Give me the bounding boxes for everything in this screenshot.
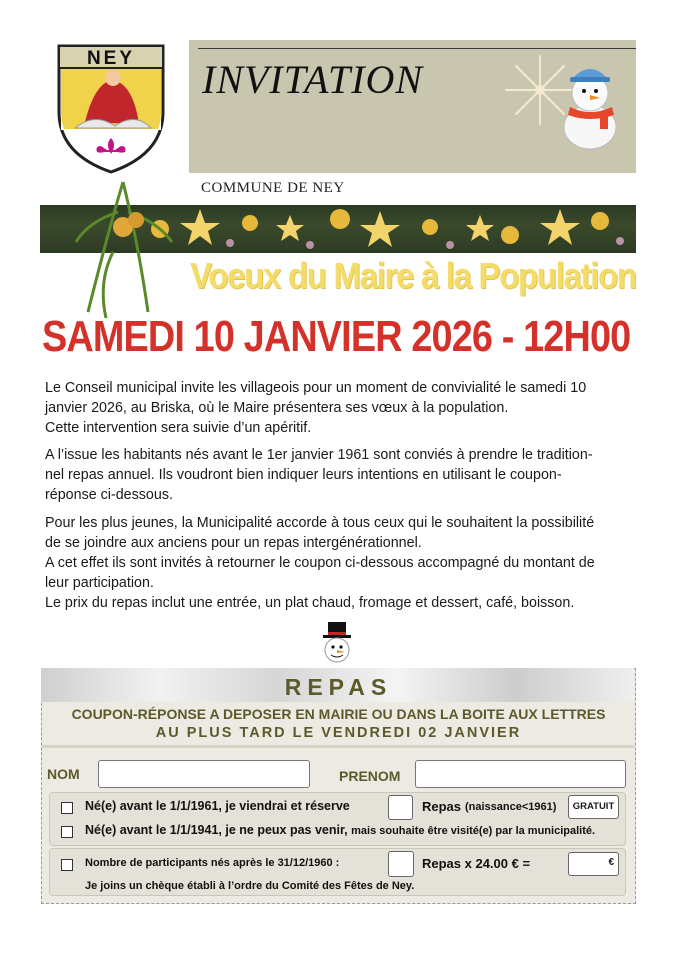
snowman-hat-icon bbox=[318, 620, 356, 664]
prenom-label: PRENOM bbox=[339, 768, 401, 784]
coupon-title: REPAS bbox=[284, 674, 393, 700]
snowman-icon bbox=[550, 57, 630, 153]
body-line: A l’issue les habitants nés avant le 1er janvier 1961 sont conviés à prendre le tradition- bbox=[45, 447, 593, 463]
commune-name: COMMUNE DE NEY bbox=[201, 180, 345, 196]
body-line: A cet effet ils sont invités à retourner le coupon ci-dessous accompagné du montant de bbox=[45, 555, 595, 571]
cheque-note: Je joins un chèque établi à l’ordre du Comité des Fêtes de Ney. bbox=[85, 880, 415, 892]
coupon-deadline: AU PLUS TARD LE VENDREDI 02 JANVIER bbox=[155, 725, 522, 741]
body-line: Le prix du repas inclut une entrée, un plat chaud, fromage et dessert, café, boisson. bbox=[45, 595, 575, 611]
body-line: Cette intervention sera suivie d’un apéritif. bbox=[45, 420, 312, 436]
repas-label: Repas bbox=[422, 799, 462, 814]
mistletoe-decoration bbox=[68, 172, 178, 322]
checkbox-visit[interactable] bbox=[61, 826, 73, 838]
paragraph-invitation bbox=[45, 378, 635, 438]
body-line: Le Conseil municipal invite les villageois pour un moment de convivialité le samedi 10 bbox=[45, 380, 587, 396]
total-amount-box[interactable] bbox=[568, 852, 619, 876]
gratuit-badge: GRATUIT bbox=[568, 795, 619, 819]
row-visit-main: Né(e) avant le 1/1/1941, je ne peux pas venir, bbox=[85, 823, 348, 837]
body-line: nel repas annuel. Ils voudront bien indiquer leurs intentions en utilisant le coupon- bbox=[45, 467, 562, 483]
nom-field[interactable] bbox=[98, 760, 310, 788]
coupon-instruction: COUPON-RÉPONSE A DEPOSER EN MAIRIE OU DANS LA BOITE AUX LETTRES bbox=[71, 706, 606, 722]
checkbox-attend[interactable] bbox=[61, 802, 73, 814]
invitation-title: INVITATION bbox=[202, 57, 424, 102]
body-line: leur participation. bbox=[45, 575, 154, 591]
body-line: réponse ci-dessous. bbox=[45, 487, 173, 503]
participants-count-box[interactable] bbox=[388, 851, 414, 877]
crest-text: NEY bbox=[86, 48, 136, 69]
paragraph-jeunes bbox=[45, 513, 635, 613]
header-rule bbox=[198, 48, 636, 49]
ney-crest-logo bbox=[55, 42, 167, 174]
repas-price-label: Repas x 24.00 € = bbox=[422, 856, 531, 871]
coupon-divider bbox=[41, 745, 634, 748]
body-line: janvier 2026, au Briska, où le Maire présentera ses vœux à la population. bbox=[45, 400, 509, 416]
event-date-headline: SAMEDI 10 JANVIER 2026 - 12H00 bbox=[42, 312, 631, 361]
naissance-note: (naissance<1961) bbox=[465, 801, 557, 813]
row-visit-text bbox=[85, 823, 595, 837]
row-visit-note: mais souhaite être visité(e) par la municipalité. bbox=[351, 825, 596, 837]
body-line: Pour les plus jeunes, la Municipalité accorde à tous ceux qui le souhaitent la possibilité bbox=[45, 515, 595, 531]
participants-text: Nombre de participants nés après le 31/12/1960 : bbox=[85, 857, 340, 869]
currency-symbol: € bbox=[608, 857, 614, 868]
row-attend-text: Né(e) avant le 1/1/1961, je viendrai et réserve bbox=[85, 799, 350, 813]
voeux-headline: Voeux du Maire à la Population bbox=[190, 255, 636, 296]
repas-count-box[interactable] bbox=[388, 795, 413, 820]
prenom-field[interactable] bbox=[415, 760, 626, 788]
paragraph-repas bbox=[45, 445, 635, 505]
nom-label: NOM bbox=[47, 766, 80, 782]
checkbox-participants[interactable] bbox=[61, 859, 73, 871]
body-line: de se joindre aux anciens pour un repas intergénérationnel. bbox=[45, 535, 422, 551]
